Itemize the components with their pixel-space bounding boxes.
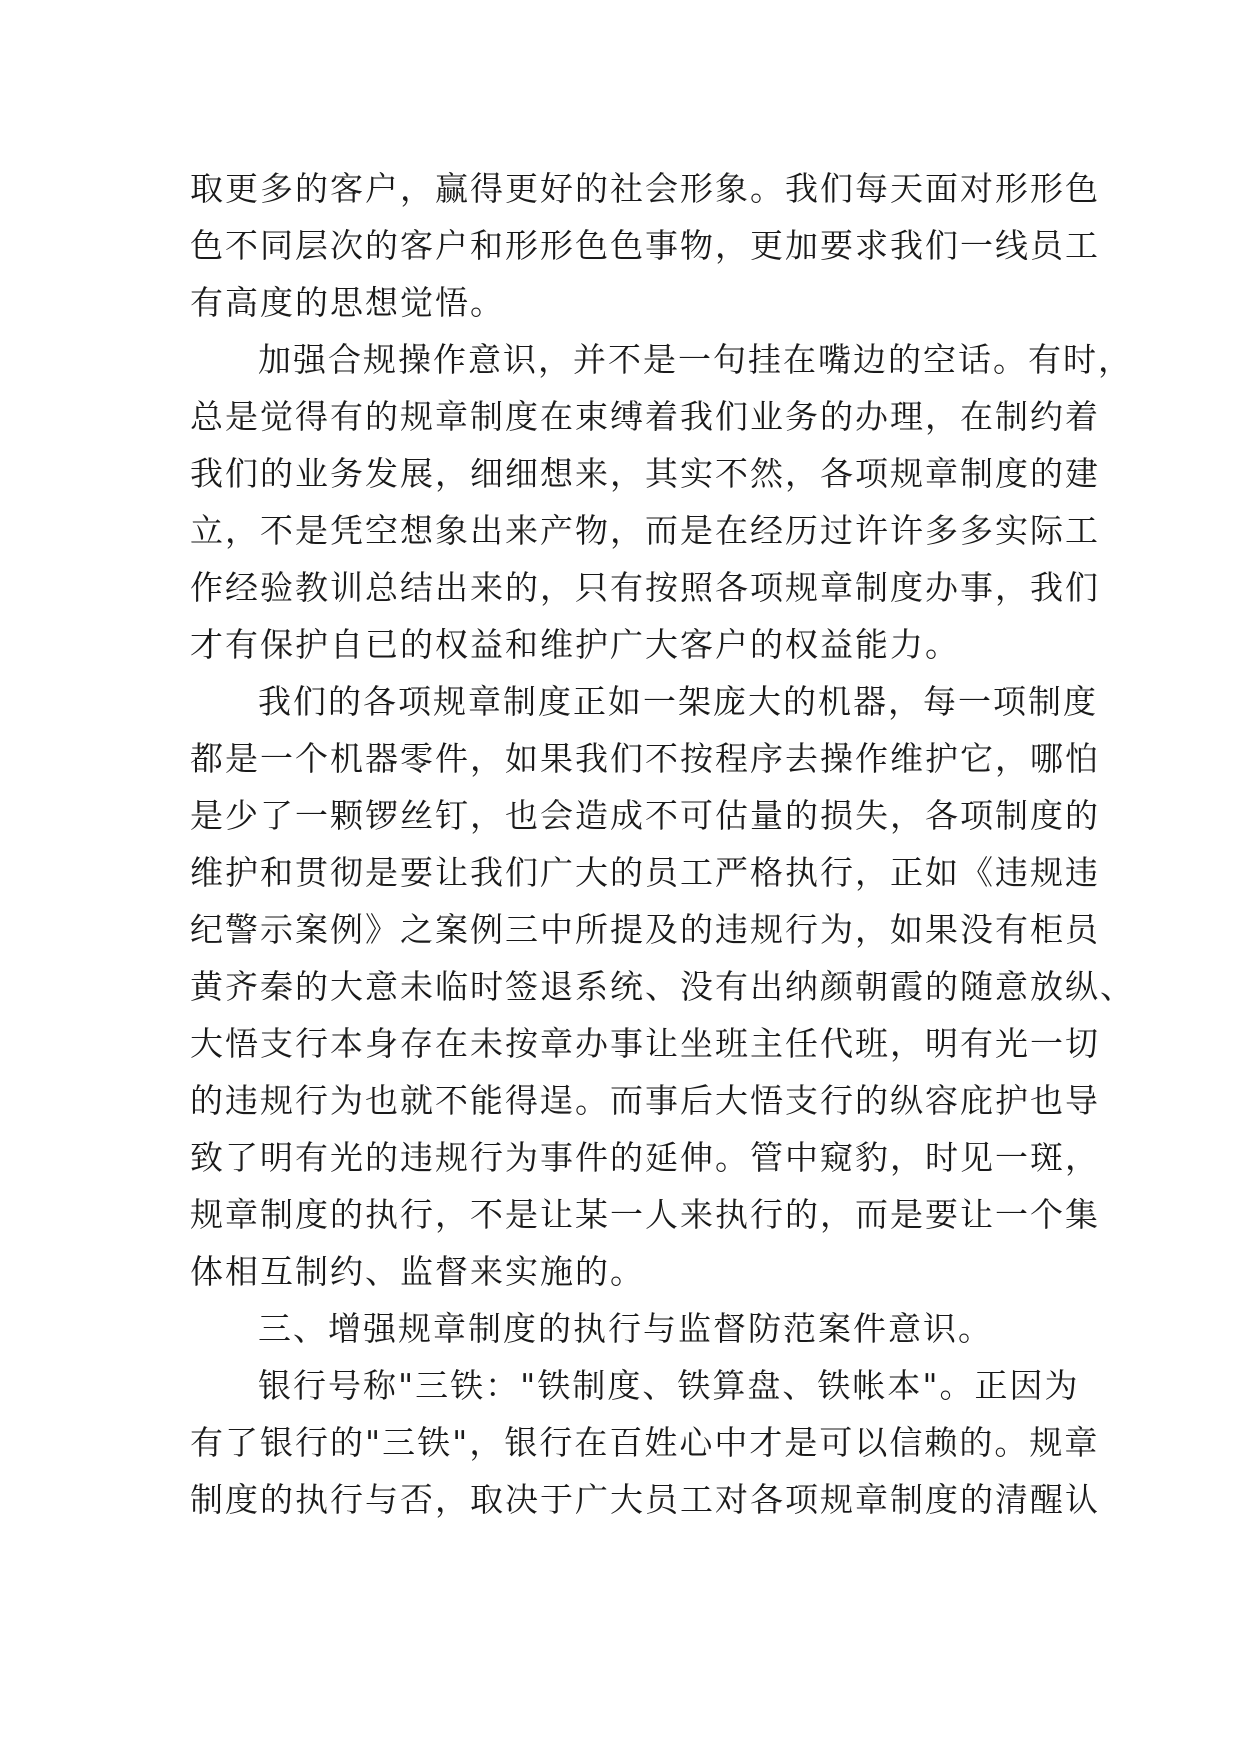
paragraph (190, 160, 1100, 331)
text-line: 加强合规操作意识，并不是一句挂在嘴边的空话。有时， (258, 340, 1133, 379)
text-line: 我们的各项规章制度正如一架庞大的机器，每一项制度 (258, 682, 1098, 721)
text-line: 规章制度的执行，不是让某一人来执行的，而是要让一个集 (190, 1195, 1100, 1234)
text-line: 作经验教训总结出来的，只有按照各项规章制度办事，我们 (190, 568, 1100, 607)
text-line: 制度的执行与否，取决于广大员工对各项规章制度的清醒认 (190, 1480, 1100, 1519)
text-line: 大悟支行本身存在未按章办事让坐班主任代班，明有光一切 (190, 1024, 1100, 1063)
paragraph (190, 331, 1133, 673)
text-line: 黄齐秦的大意未临时签退系统、没有出纳颜朝霞的随意放纵、 (190, 967, 1135, 1006)
text-line: 立，不是凭空想象出来产物，而是在经历过许许多多实际工 (190, 511, 1100, 550)
text-line: 致了明有光的违规行为事件的延伸。管中窥豹，时见一斑， (190, 1138, 1100, 1177)
text-line: 体相互制约、监督来实施的。 (190, 1252, 645, 1291)
text-line: 维护和贯彻是要让我们广大的员工严格执行，正如《违规违 (190, 853, 1100, 892)
text-line: 有高度的思想觉悟。 (190, 283, 505, 322)
text-line: 有了银行的"三铁"，银行在百姓心中才是可以信赖的。规章 (190, 1423, 1100, 1462)
text-line: 都是一个机器零件，如果我们不按程序去操作维护它，哪怕 (190, 739, 1100, 778)
text-line: 是少了一颗锣丝钉，也会造成不可估量的损失，各项制度的 (190, 796, 1100, 835)
text-line: 取更多的客户，赢得更好的社会形象。我们每天面对形形色 (190, 169, 1100, 208)
paragraph (190, 1357, 1100, 1528)
text-line: 才有保护自已的权益和维护广大客户的权益能力。 (190, 625, 960, 664)
paragraph (190, 1300, 1070, 1357)
text-line: 我们的业务发展，细细想来，其实不然，各项规章制度的建 (190, 454, 1100, 493)
text-line: 色不同层次的客户和形形色色事物，更加要求我们一线员工 (190, 226, 1100, 265)
text-line: 三、增强规章制度的执行与监督防范案件意识。 (258, 1309, 993, 1348)
text-line: 总是觉得有的规章制度在束缚着我们业务的办理，在制约着 (190, 397, 1100, 436)
text-line: 银行号称"三铁："铁制度、铁算盘、铁帐本"。正因为 (258, 1366, 1080, 1405)
text-line: 纪警示案例》之案例三中所提及的违规行为，如果没有柜员 (190, 910, 1100, 949)
text-line: 的违规行为也就不能得逞。而事后大悟支行的纵容庇护也导 (190, 1081, 1100, 1120)
body-text (190, 160, 1135, 1528)
paragraph (190, 673, 1135, 1300)
